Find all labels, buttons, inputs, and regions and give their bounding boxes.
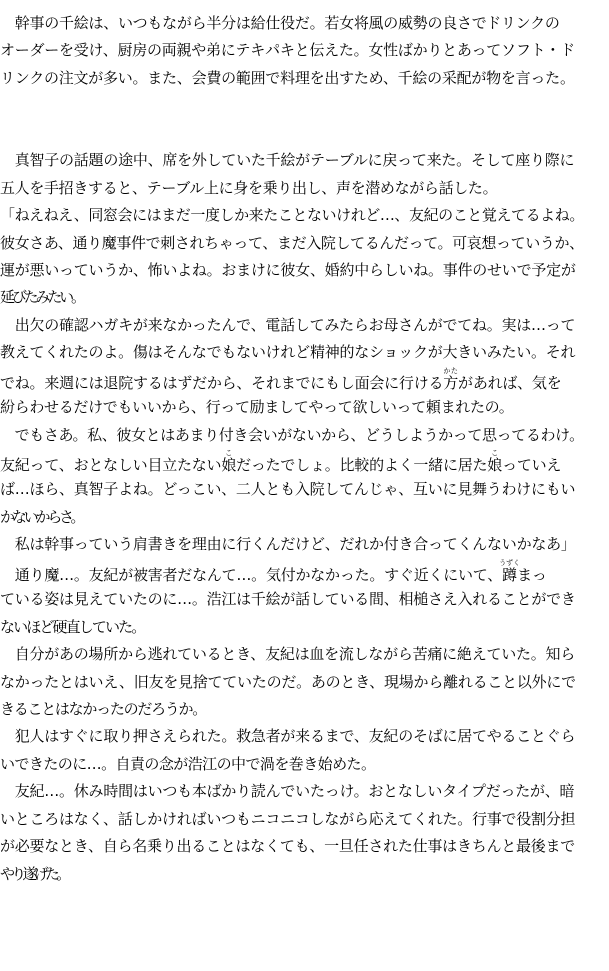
text-line: 五人を手招きすると、テーブル上に身を乗り出し、声を潜めながら話した。 [0,178,498,197]
text-line: 出欠の確認ハガキが来なかったんで、電話してみたらお母さんがでてね。実は…って [0,315,576,334]
text-line [0,367,609,394]
ruby-annotation [487,449,503,474]
ruby-base: 娘 [221,456,237,474]
text-line: ば…ほら、真智子よね。どっこい、二人とも入院してんじゃ、互いに見舞うわけにもい [0,480,576,499]
ruby-base: 娘 [487,456,503,474]
paragraph [0,559,609,641]
paragraph [0,778,609,888]
text-line: 自分があの場所から逃れているとき、友紀は血を流しながら苦痛に絶えていた。知ら [0,645,576,664]
blank-line [0,120,609,147]
text-line: 犯人はすぐに取り押さえられた。救急者が来るまで、友紀のそばに居てやることぐら [0,727,576,746]
text-line: 友紀…。休み時間はいつも本ばかり読んでいたっけ。おとなしいタイプだったが、暗 [0,782,575,801]
text-line: ないほど硬直していた。 [0,617,145,636]
text-line: リンクの注文が多い。また、会費の範囲で料理を出すため、千絵の采配が物を言った。 [0,68,575,87]
blank-line [0,92,609,119]
paragraph [0,147,609,202]
paragraph [0,312,609,422]
text-line: きることはなかったのだろうか。 [0,699,207,718]
text-segment: 通り魔…。友紀が被害者だなんて…。気付かなかった。すぐ近くにいて、 [0,565,503,584]
ruby-reading: こ [221,449,237,457]
text-line: 紛らわせるだけでもいいから、行って励ましてやって欲しいって頼まれたの。 [0,398,514,417]
ruby-reading: うずく [499,558,521,567]
text-line: 真智子の話題の途中、席を外していた千絵がテーブルに戻って来た。そして座り際に [0,151,575,170]
ruby-base: 蹲 [499,565,521,584]
text-line: いところはなく、話しかければいつもニコニコしながら応えてくれた。行事で役割分担 [0,809,576,828]
ruby-annotation [499,558,521,584]
text-line: 彼女さあ、通り魔事件で刺されちゃって、まだ入院してるんだって。可哀想っていうか、 [0,233,584,252]
paragraph [0,531,609,558]
text-segment: でね。来週には退院するはずだから、それまでにもし面会に行ける [0,373,444,392]
ruby-reading: かた [443,366,459,375]
paragraph [0,202,609,312]
text-line: オーダーを受け、厨房の両親や弟にテキパキと伝えた。女性ばかりとあってソフト・ド [0,41,575,60]
text-line [0,559,609,586]
paragraph [0,10,609,92]
text-segment: があれば、気を [458,373,562,392]
ruby-annotation [221,449,237,474]
paragraph [0,723,609,778]
paragraph [0,641,609,723]
text-line: 「ねえねえ、同窓会にはまだ一度しか来たことないけれど…、友紀のこと覚えてるよね。 [0,206,584,225]
text-line: いできたのに…。自責の念が浩江の中で渦を巻き始めた。 [0,754,376,773]
text-line: でもさあ。私、彼女とはあまり付き会いがないから、どうしようかって思ってるわけ。 [0,425,584,444]
ruby-reading: こ [487,449,503,457]
text-segment: っていえ [502,456,562,474]
text-line: 延びたみたい。 [0,288,83,307]
text-line: 幹事の千絵は、いつもながら半分は給仕役だ。若女将風の威勢の良さでドリンクの [0,14,560,32]
text-segment: まっ [517,565,547,584]
ruby-base: 方 [443,373,459,392]
text-line: 教えてくれたのよ。傷はそんなでもないけれど精神的なショックが大きいみたい。それ [0,343,576,362]
paragraph [0,422,609,532]
text-segment: だったでしょ。比較的よく一緒に居た [236,456,488,474]
text-line [0,449,609,476]
text-line: 運が悪いっていうか、怖いよね。おまけに彼女、婚約中らしいね。事件のせいで予定が [0,260,576,279]
text-segment: 友紀って、おとなしい目立たない [0,456,222,474]
document-body [0,10,609,888]
text-line: が必要なとき、自ら名乗り出ることはなくても、一旦任された仕事はきちんと最後まで [0,837,576,856]
text-line: かないからさ。 [0,507,83,526]
text-line: ている姿は見えていたのに…。浩江は千絵が話している間、相槌さえ入れることができ [0,590,576,609]
text-line: やり遂げた。 [0,864,68,883]
text-line: なかったとはいえ、旧友を見捨てていたのだ。あのとき、現場から離れること以外にで [0,672,576,691]
text-line: 私は幹事っていう肩書きを理由に行くんだけど、だれか付き合ってくんないかなあ」 [0,535,576,554]
ruby-annotation [443,366,459,392]
